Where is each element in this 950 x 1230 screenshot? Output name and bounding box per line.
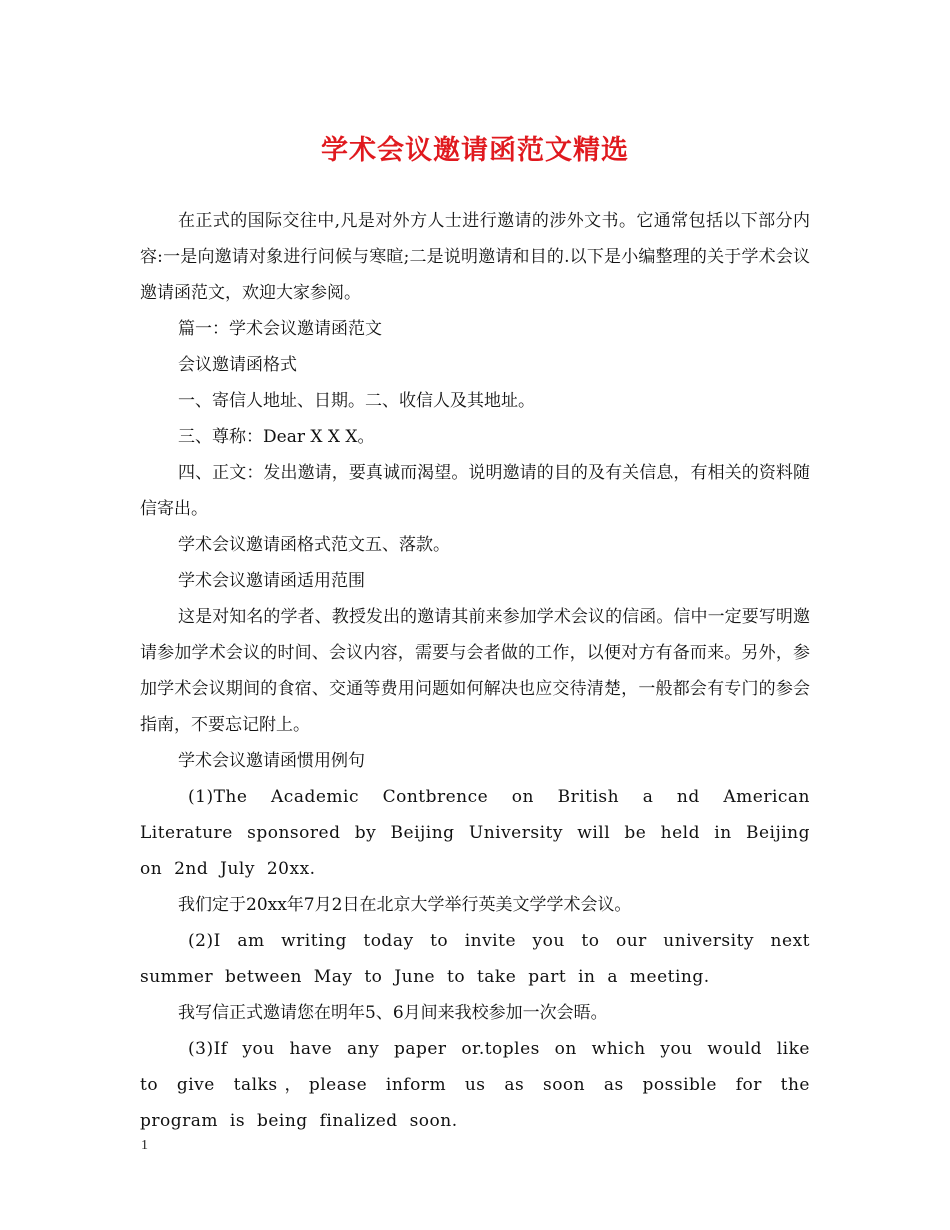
example-sentence-1-chinese: 我们定于20xx年7月2日在北京大学举行英美文学学术会议。 <box>178 895 632 915</box>
example-sentence-1-english: (1)The Academic Contbrence on British a nd American Literature sponsored by Beijing University will be held in Beijing on 2nd July 20xx. <box>140 787 810 879</box>
format-item-1-2: 一、寄信人地址、日期。二、收信人及其地址。 <box>178 391 535 411</box>
document-body <box>140 203 810 1139</box>
example-sentence-2-english: (2)I am writing today to invite you to our university next summer between May to June to take part in a meeting. <box>140 931 810 987</box>
subheading-scope: 学术会议邀请函适用范围 <box>178 571 365 591</box>
document-title: 学术会议邀请函范文精选 <box>321 135 629 166</box>
page-number: 1 <box>141 1138 148 1153</box>
section-heading-part-one: 篇一：学术会议邀请函范文 <box>178 319 382 339</box>
format-item-3: 三、尊称：Dear X X X。 <box>178 427 375 447</box>
example-sentence-3-english: (3)If you have any paper or.toples on which you would like to give talks，please inform us as soon as possible for the program is being finalized soon. <box>140 1039 810 1131</box>
example-sentence-2-chinese: 我写信正式邀请您在明年5、6月间来我校参加一次会晤。 <box>178 1003 608 1023</box>
format-item-4: 四、正文：发出邀请，要真诚而渴望。说明邀请的目的及有关信息，有相关的资料随信寄出。 <box>140 463 810 519</box>
scope-paragraph: 这是对知名的学者、教授发出的邀请其前来参加学术会议的信函。信中一定要写明邀请参加学术会议的时间、会议内容，需要与会者做的工作，以便对方有备而来。另外，参加学术会议期间的食宿、交通等费用问题如何解决也应交待清楚，一般都会有专门的参会指南，不要忘记附上。 <box>140 607 810 735</box>
format-item-5: 学术会议邀请函格式范文五、落款。 <box>178 535 450 555</box>
subheading-example-sentences: 学术会议邀请函惯用例句 <box>178 751 365 771</box>
intro-paragraph: 在正式的国际交往中,凡是对外方人士进行邀请的涉外文书。它通常包括以下部分内容:一是向邀请对象进行问候与寒暄;二是说明邀请和目的.以下是小编整理的关于学术会议邀请函范文，欢迎大家参阅。 <box>140 211 810 303</box>
subheading-format: 会议邀请函格式 <box>178 355 297 375</box>
